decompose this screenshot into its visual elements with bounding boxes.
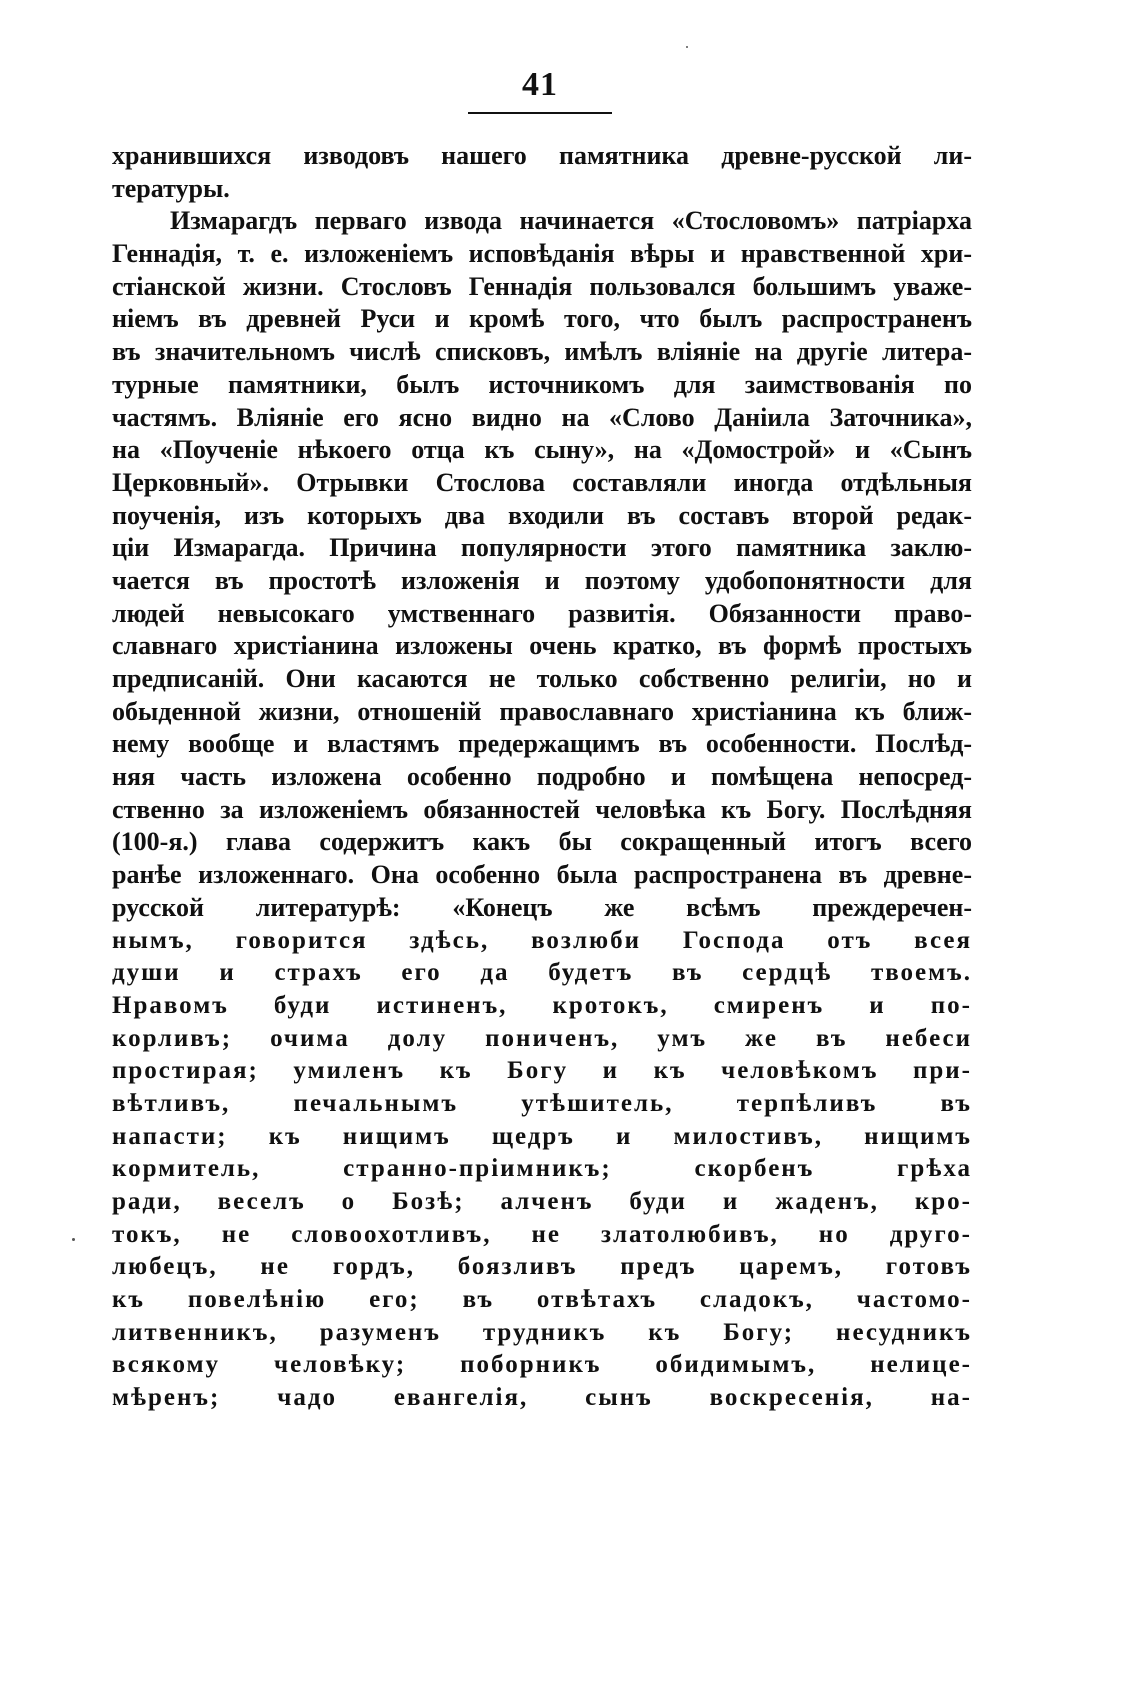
text-line: тературы. — [112, 173, 230, 203]
text-line: Измарагдъ перваго извода начинается «Стословомъ» патріарха — [170, 206, 972, 236]
quoted-text-line: кормитель, странно-пріимникъ; скорбенъ грѣха — [112, 1155, 972, 1183]
text-line: людей невысокаго умственнаго развитія. Обязанности право- — [112, 598, 972, 628]
body-text — [112, 140, 972, 1415]
quoted-text-line: литвенникъ, разуменъ трудникъ къ Богу; несудникъ — [112, 1318, 972, 1346]
quoted-text-line: любецъ, не гордъ, боязливъ предъ царемъ, готовъ — [112, 1253, 972, 1281]
text-line: ціи Измарагда. Причина популярности этого памятника заклю- — [112, 533, 972, 563]
quoted-text-line: напасти; къ нищимъ щедръ и милостивъ, нищимъ — [112, 1122, 972, 1150]
text-line: стіанской жизни. Стословъ Геннадія пользовался большимъ уваже- — [112, 271, 972, 301]
text-line: Церковный». Отрывки Стослова составляли иногда отдѣльныя — [112, 467, 972, 497]
text-line: ніемъ въ древней Руси и кромѣ того, что былъ распространенъ — [112, 304, 972, 334]
text-line: обыденной жизни, отношеній православнаго христіанина къ ближ- — [112, 696, 972, 726]
text-line: русской литературѣ: «Конецъ же всѣмъ преждеречен- — [112, 892, 972, 922]
text-line: предписаній. Они касаются не только собственно религіи, но и — [112, 664, 972, 693]
quoted-text-line: Нравомъ буди истиненъ, кротокъ, смиренъ и по- — [112, 991, 972, 1019]
header-rule — [468, 112, 612, 114]
quoted-text-line: простирая; умиленъ къ Богу и къ человѣкомъ при- — [112, 1057, 972, 1085]
quoted-text-line: мѣренъ; чадо евангелія, сынъ воскресенія, на- — [112, 1384, 972, 1412]
text-line: ранѣе изложеннаго. Она особенно была распространена въ древне- — [112, 860, 972, 890]
text-line: (100-я.) глава содержитъ какъ бы сокращенный итогъ всего — [112, 827, 972, 857]
paper-speck — [686, 46, 688, 48]
quoted-text-line: къ повелѣнію его; въ отвѣтахъ сладокъ, частомо- — [112, 1286, 972, 1314]
text-line: въ значительномъ числѣ списковъ, имѣлъ вліяніе на другіе литера- — [112, 337, 972, 367]
text-line: поученія, изъ которыхъ два входили въ составъ второй редак- — [112, 500, 972, 530]
quoted-text-line: всякому человѣку; поборникъ обидимымъ, нелице- — [112, 1351, 972, 1379]
text-line: чается въ простотѣ изложенія и поэтому удобопонятности для — [112, 565, 972, 595]
text-line: турные памятники, былъ источникомъ для заимствованія по — [112, 369, 972, 399]
paper-speck — [72, 1238, 75, 1241]
text-line: ственно за изложеніемъ обязанностей человѣка къ Богу. Послѣдняя — [112, 794, 972, 824]
page-number: 41 — [522, 66, 558, 103]
quoted-text-line: корливъ; очима долу пониченъ, умъ же въ небеси — [112, 1024, 972, 1052]
text-line: славнаго христіанина изложены очень кратко, въ формѣ простыхъ — [112, 631, 972, 661]
quoted-text-line: вѣтливъ, печальнымъ утѣшитель, терпѣливъ въ — [112, 1089, 972, 1117]
text-line: хранившихся изводовъ нашего памятника древне-русской ли- — [112, 141, 972, 170]
text-line: нему вообще и властямъ предержащимъ въ особенности. Послѣд- — [112, 729, 972, 759]
quoted-text-line: токъ, не словоохотливъ, не златолюбивъ, но друго- — [112, 1220, 972, 1248]
quoted-text-line: души и страхъ его да будетъ въ сердцѣ твоемъ. — [112, 959, 972, 987]
text-line: на «Поученіе нѣкоего отца къ сыну», на «Домострой» и «Сынъ — [112, 435, 972, 465]
text-line: Геннадія, т. е. изложеніемъ исповѣданія вѣры и нравственной хри- — [112, 239, 972, 269]
text-line: няя часть изложена особенно подробно и помѣщена непосред- — [112, 762, 972, 792]
quoted-text-line: нымъ, говорится здѣсь, возлюби Господа отъ всея — [112, 926, 972, 954]
text-line: частямъ. Вліяніе его ясно видно на «Слово Даніила Заточника», — [112, 402, 972, 432]
quoted-text-line: ради, веселъ о Бозѣ; алченъ буди и жаденъ, кро- — [112, 1188, 972, 1215]
